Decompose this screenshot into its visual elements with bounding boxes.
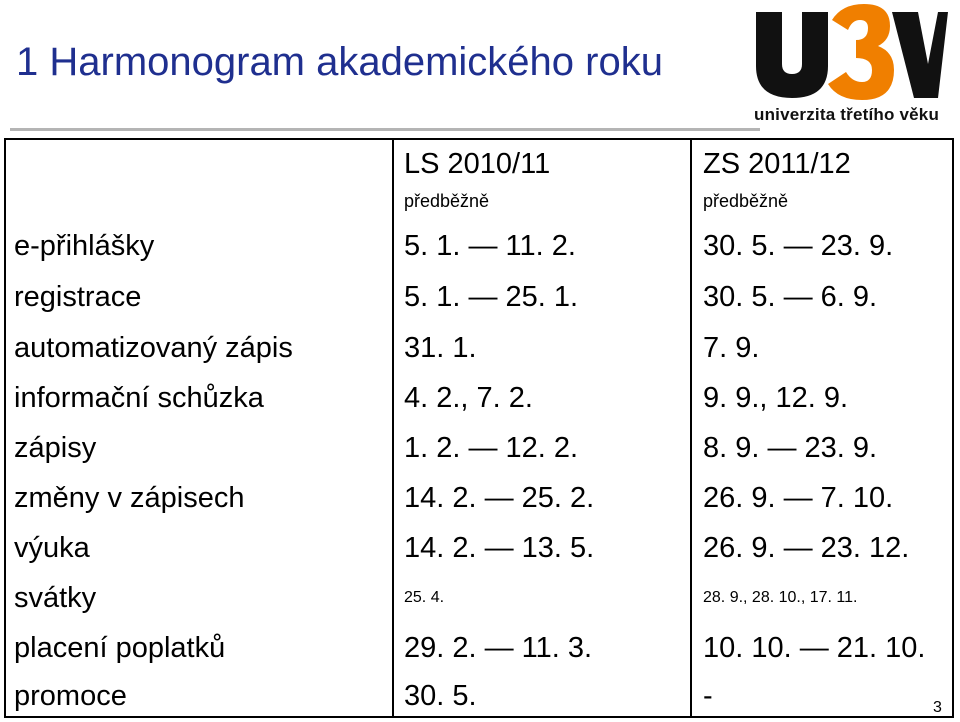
row-label-informacni-schuzka: informační schůzka: [14, 382, 264, 414]
u3v-logo-mark: [752, 2, 948, 102]
row-label-zapisy: zápisy: [14, 432, 97, 464]
row-ls-vyuka: 14. 2. — 13. 5.: [404, 532, 595, 564]
row-zs-promoce: -: [703, 680, 713, 712]
row-ls-informacni-schuzka: 4. 2., 7. 2.: [404, 382, 533, 414]
row-zs-svatky: 28. 9., 28. 10., 17. 11.: [703, 589, 858, 606]
row-zs-zmeny-v-zapisech: 26. 9. — 7. 10.: [703, 482, 894, 514]
slide-title: 1 Harmonogram akademického roku: [16, 40, 663, 84]
logo-text: univerzita třetího věku: [754, 105, 940, 124]
row-label-zmeny-v-zapisech: změny v zápisech: [14, 482, 245, 514]
row-ls-e-prihlasky: 5. 1. — 11. 2.: [404, 230, 576, 262]
row-ls-promoce: 30. 5.: [404, 680, 477, 712]
row-label-promoce: promoce: [14, 680, 127, 712]
row-ls-placeni-poplatku: 29. 2. — 11. 3.: [404, 632, 593, 664]
row-label-automatizovany-zapis: automatizovaný zápis: [14, 332, 293, 364]
row-zs-vyuka: 26. 9. — 23. 12.: [703, 532, 910, 564]
row-label-svatky: svátky: [14, 582, 97, 614]
row-ls-registrace: 5. 1. — 25. 1.: [404, 281, 579, 313]
page-number: 3: [933, 699, 942, 716]
row-zs-registrace: 30. 5. — 6. 9.: [703, 281, 878, 313]
row-label-registrace: registrace: [14, 281, 142, 313]
u3v-logo: [752, 2, 948, 130]
row-ls-svatky: 25. 4.: [404, 589, 445, 606]
row-label-placeni-poplatku: placení poplatků: [14, 632, 226, 664]
row-zs-informacni-schuzka: 9. 9., 12. 9.: [703, 382, 849, 414]
title-rule: [10, 128, 760, 131]
column-subheader-ls: předběžně: [404, 191, 490, 211]
row-zs-e-prihlasky: 30. 5. — 23. 9.: [703, 230, 894, 262]
row-zs-zapisy: 8. 9. — 23. 9.: [703, 432, 878, 464]
schedule-table: [4, 138, 954, 718]
row-zs-placeni-poplatku: 10. 10. — 21. 10.: [703, 632, 926, 664]
row-ls-automatizovany-zapis: 31. 1.: [404, 332, 477, 364]
row-ls-zmeny-v-zapisech: 14. 2. — 25. 2.: [404, 482, 595, 514]
column-divider-zs: [690, 138, 692, 718]
column-subheader-zs: předběžně: [703, 191, 789, 211]
row-zs-automatizovany-zapis: 7. 9.: [703, 332, 760, 364]
column-divider-ls: [392, 138, 394, 718]
column-header-ls: LS 2010/11: [404, 148, 551, 180]
column-header-zs: ZS 2011/12: [703, 148, 851, 180]
row-ls-zapisy: 1. 2. — 12. 2.: [404, 432, 579, 464]
row-label-e-prihlasky: e-přihlášky: [14, 230, 155, 262]
row-label-vyuka: výuka: [14, 532, 90, 564]
